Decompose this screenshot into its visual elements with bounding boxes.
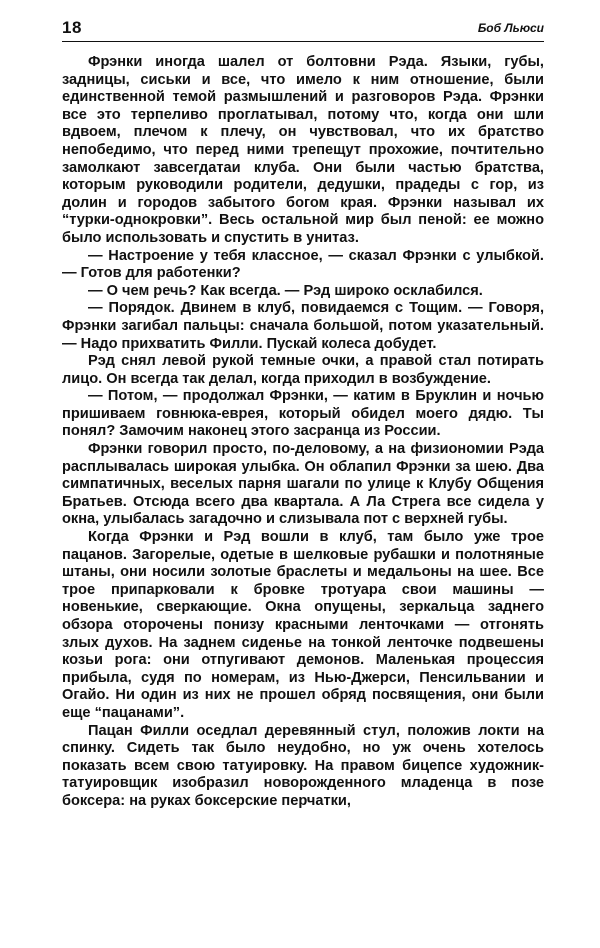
running-head-author: Боб Льюси — [477, 21, 544, 35]
paragraph: — Порядок. Двинем в клуб, повидаемся с Тощим. — Говоря, Фрэнки загибал пальцы: сначала большой, потом указательный. — Надо прихватить Филли. Пускай колеса добудет. — [62, 300, 544, 352]
paragraph: — Настроение у тебя классное, — сказал Фрэнки с улыбкой. — Готов для работенки? — [62, 247, 544, 282]
paragraph: Пацан Филли оседлал деревянный стул, положив локти на спинку. Сидеть так было неудобно, но уж очень хотелось показать всем свою татуировку. На правом бицепсе художник-татуировщик изобразил новорожденного младенца в позе боксера: на руках боксерские перчатки, — [62, 722, 544, 809]
page-header — [62, 18, 544, 40]
paragraph: Рэд снял левой рукой темные очки, а правой стал потирать лицо. Он всегда так делал, когда приходил в возбуждение. — [62, 353, 544, 387]
paragraph: Фрэнки говорил просто, по-деловому, а на физиономии Рэда расплывалась широкая улыбка. Он облапил Фрэнки за шею. Два симпатичных, веселых парня шагали по улице к Клубу Общения Братьев. Отсюда всего два квартала. А Ла Стрега все сидела у окна, улыбалась загадочно и слизывала пот с верхней губы. — [62, 441, 544, 528]
paragraph: Когда Фрэнки и Рэд вошли в клуб, там было уже трое пацанов. Загорелые, одетые в шелковые рубашки и полотняные штаны, они носили золотые браслеты и медальоны на шее. Все трое припарковали к бровке тротуара свои машины — новенькие, сверкающие. Окна опущены, зеркальца заднего обзора оторочены понизу красными ленточками — отгонять злых духов. На заднем сиденье на тонкой ленточке подвешены козьи рога: они отпугивают демонов. Маленькая процессия прибыла, судя по номерам, из Нью-Джерси, Пенсильвании и Огайо. Ни один из них не прошел обряд посвящения, они были еще “пацанами”. — [62, 529, 544, 721]
paragraph: — О чем речь? Как всегда. — Рэд широко осклабился. — [88, 282, 483, 299]
page-number: 18 — [62, 18, 82, 37]
paragraph: — Потом, — продолжал Фрэнки, — катим в Бруклин и ночью пришиваем говнюка-еврея, который обидел моего дядю. Ты понял? Замочим наконец этого засранца из России. — [62, 388, 544, 440]
header-rule — [62, 41, 544, 42]
paragraph: Фрэнки иногда шалел от болтовни Рэда. Языки, губы, задницы, сиськи и все, что имело к ним отношение, были единственной темой размышлений и разговоров Рэда. Фрэнки все это терпеливо проглатывал, потому что, когда они шли вдвоем, плечом к плечу, он чувствовал, что их братство непобедимо, что перед ними трепещут прохожие, почтительно замолкают завсегдатаи клуба. Они были частью братства, которым руководили родители, дедушки, прадеды с гор, из долин и городов забытого богом края. Фрэнки называл их “турки-однокровки”. Весь остальной мир был пеной: ее можно было использовать и спустить в унитаз. — [62, 54, 544, 246]
body-text — [62, 54, 544, 811]
